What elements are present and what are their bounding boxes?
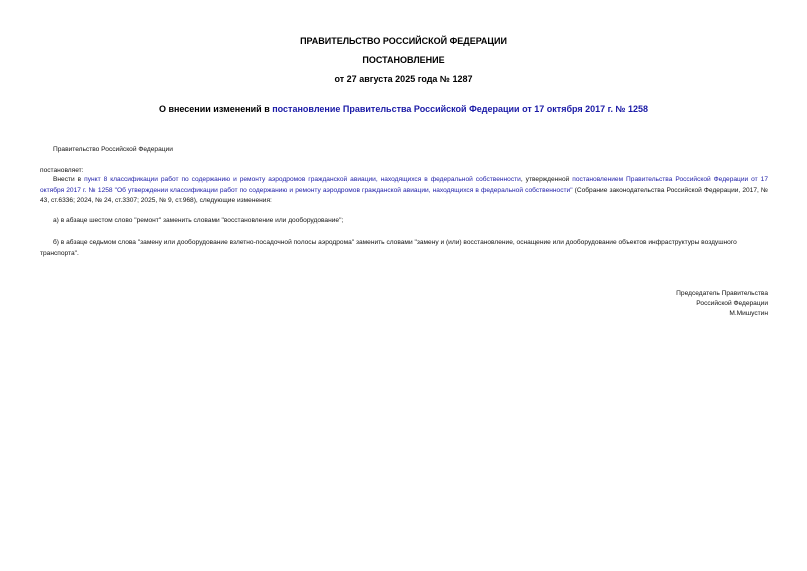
link-classification-item-8[interactable]: пункт 8 классификации работ по содержанию и ремонту аэродромов гражданской авиации, находящихся в федеральной собственности (84, 176, 521, 183)
item-b-text: б) в абзаце седьмом слова "замену или дооборудование взлетно-посадочной полосы аэродрома" заменить словами "замену и (или) восстановление, оснащение или дооборудование объектов инфраструктуры воздушного транспорта". (40, 239, 737, 257)
document-title (0, 104, 807, 115)
main-paragraph-mid: , утвержденной (520, 176, 573, 183)
main-paragraph-start: Внести в (53, 176, 85, 183)
authority-heading: ПРАВИТЕЛЬСТВО РОССИЙСКОЙ ФЕДЕРАЦИИ (300, 36, 507, 46)
title-prefix: О внесении изменений в (158, 104, 273, 114)
date-number-heading: от 27 августа 2025 года № 1287 (334, 74, 473, 84)
signature-name: М.Мишустин (729, 310, 768, 317)
signature-position-line1: Председатель Правительства (676, 290, 768, 297)
signature-position-line2: Российской Федерации (696, 300, 768, 307)
link-decree-1258[interactable]: постановлением Правительства Российской Федерации от 17 октября 2017 г. № 1258 "Об утверждении классификации работ по содержанию и ремонту аэродромов гражданской авиации, находящихся в федеральной собственности" (40, 176, 768, 194)
document-type-heading: ПОСТАНОВЛЕНИЕ (362, 55, 445, 65)
government-line: Правительство Российской Федерации (53, 146, 173, 153)
main-paragraph (40, 175, 768, 207)
decides-line: постановляет: (40, 167, 84, 174)
item-a-text: а) в абзаце шестом слово "ремонт" заменить словами "восстановление или дооборудование"; (53, 217, 344, 224)
main-paragraph-end: (Собрание законодательства Российской Федерации, 2017, № 43, ст.6336; 2024, № 24, ст.3307; 2025, № 9, ст.968), следующие изменения: (40, 186, 769, 204)
item-b-paragraph (40, 238, 768, 259)
item-a-paragraph (40, 216, 768, 227)
title-link-decree-1258[interactable]: постановление Правительства Российской Федерации от 17 октября 2017 г. № 1258 (272, 104, 649, 114)
